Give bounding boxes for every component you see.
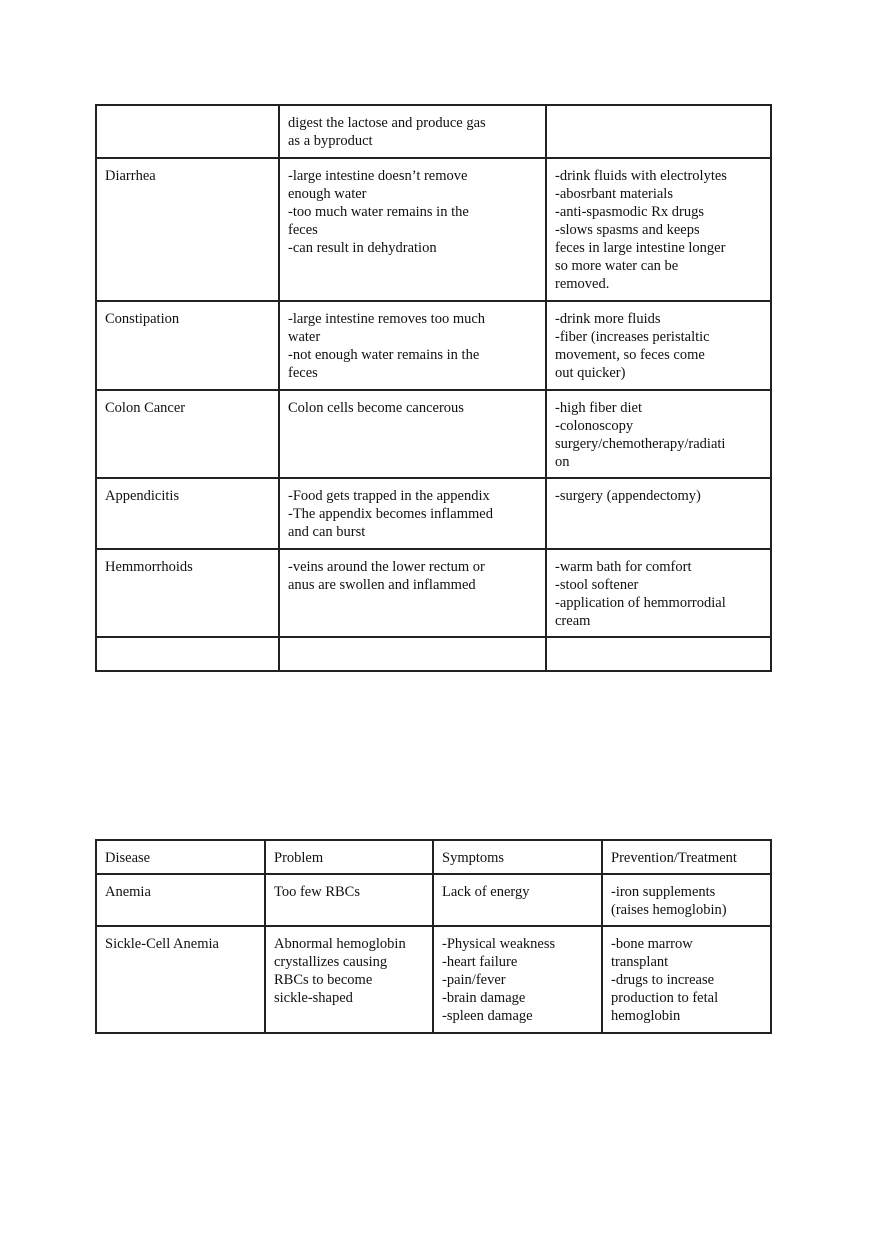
- problem-cell: Abnormal hemoglobin crystallizes causing RBCs to become sickle-shaped: [265, 926, 433, 1033]
- column-header-disease: Disease: [96, 840, 265, 874]
- table-row: [96, 549, 771, 637]
- disease-cell: Colon Cancer: [96, 390, 279, 478]
- treatment-cell: -drink more fluids -fiber (increases peristaltic movement, so feces come out quicker): [546, 301, 771, 390]
- table-row: [96, 926, 771, 1033]
- treatment-cell: -iron supplements (raises hemoglobin): [602, 874, 771, 926]
- digestive-disorders-table: [95, 104, 772, 672]
- treatment-cell: -surgery (appendectomy): [546, 478, 771, 549]
- disease-cell: Diarrhea: [96, 158, 279, 301]
- column-header-problem: Problem: [265, 840, 433, 874]
- treatment-cell: [546, 637, 771, 671]
- problem-cell: Colon cells become cancerous: [279, 390, 546, 478]
- table-row: [96, 874, 771, 926]
- disease-cell: Anemia: [96, 874, 265, 926]
- problem-cell: Too few RBCs: [265, 874, 433, 926]
- table-row: [96, 390, 771, 478]
- table-header-row: [96, 840, 771, 874]
- treatment-cell: [546, 105, 771, 158]
- problem-cell: digest the lactose and produce gas as a byproduct: [279, 105, 546, 158]
- disease-cell: [96, 105, 279, 158]
- treatment-cell: -warm bath for comfort -stool softener -application of hemmorrodial cream: [546, 549, 771, 637]
- table-row: [96, 478, 771, 549]
- disease-cell: [96, 637, 279, 671]
- problem-cell: -large intestine doesn’t remove enough water -too much water remains in the feces -can result in dehydration: [279, 158, 546, 301]
- disease-cell: Constipation: [96, 301, 279, 390]
- problem-cell: -Food gets trapped in the appendix -The appendix becomes inflammed and can burst: [279, 478, 546, 549]
- problem-cell: [279, 637, 546, 671]
- symptoms-cell: Lack of energy: [433, 874, 602, 926]
- disease-cell: Sickle-Cell Anemia: [96, 926, 265, 1033]
- disease-cell: Appendicitis: [96, 478, 279, 549]
- problem-cell: -veins around the lower rectum or anus are swollen and inflammed: [279, 549, 546, 637]
- table-row: [96, 637, 771, 671]
- column-header-symptoms: Symptoms: [433, 840, 602, 874]
- treatment-cell: -bone marrow transplant -drugs to increase production to fetal hemoglobin: [602, 926, 771, 1033]
- treatment-cell: -drink fluids with electrolytes -abosrbant materials -anti-spasmodic Rx drugs -slows spasms and keeps feces in large intestine longer so more water can be removed.: [546, 158, 771, 301]
- table-row: [96, 301, 771, 390]
- column-header-treatment: Prevention/Treatment: [602, 840, 771, 874]
- table-row: [96, 158, 771, 301]
- table-row: [96, 105, 771, 158]
- blood-disorders-table: [95, 839, 772, 1034]
- symptoms-cell: -Physical weakness -heart failure -pain/fever -brain damage -spleen damage: [433, 926, 602, 1033]
- disease-cell: Hemmorrhoids: [96, 549, 279, 637]
- treatment-cell: -high fiber diet -colonoscopy surgery/chemotherapy/radiati on: [546, 390, 771, 478]
- problem-cell: -large intestine removes too much water -not enough water remains in the feces: [279, 301, 546, 390]
